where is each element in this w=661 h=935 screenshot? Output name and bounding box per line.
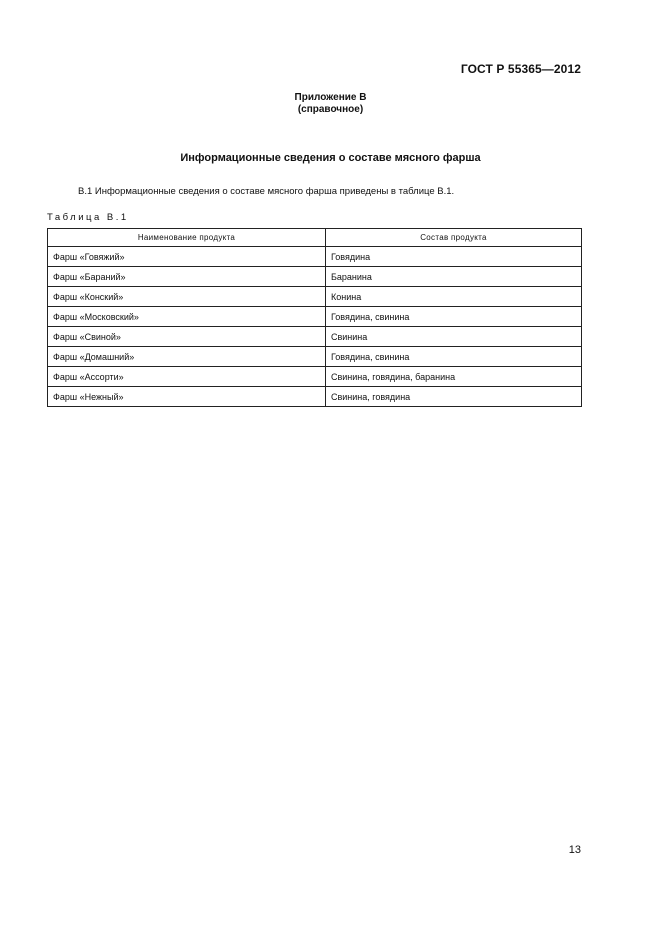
table-row	[48, 367, 582, 387]
product-name-cell: Фарш «Конский»	[48, 287, 326, 307]
product-name-cell: Фарш «Нежный»	[48, 387, 326, 407]
table-caption: Таблица В.1	[47, 212, 129, 223]
table-row	[48, 307, 582, 327]
header-product-name: Наименование продукта	[48, 229, 326, 247]
product-name-cell: Фарш «Говяжий»	[48, 247, 326, 267]
product-composition-cell: Говядина	[326, 247, 582, 267]
product-name-cell: Фарш «Домашний»	[48, 347, 326, 367]
table-row	[48, 267, 582, 287]
page-number: 13	[568, 844, 581, 856]
table-row	[48, 387, 582, 407]
annex-heading	[0, 92, 661, 116]
annex-title: Приложение В	[294, 92, 367, 103]
product-name-cell: Фарш «Свиной»	[48, 327, 326, 347]
product-name-cell: Фарш «Ассорти»	[48, 367, 326, 387]
product-composition-cell: Свинина	[326, 327, 582, 347]
table-row	[48, 287, 582, 307]
header-product-composition: Состав продукта	[326, 229, 582, 247]
product-composition-cell: Свинина, говядина	[326, 387, 582, 407]
section-title: Информационные сведения о составе мясного фарша	[180, 152, 481, 164]
product-composition-cell: Баранина	[326, 267, 582, 287]
product-composition-cell: Говядина, свинина	[326, 307, 582, 327]
table-row	[48, 247, 582, 267]
product-composition-cell: Свинина, говядина, баранина	[326, 367, 582, 387]
product-composition-cell: Говядина, свинина	[326, 347, 582, 367]
composition-table	[47, 228, 582, 407]
product-name-cell: Фарш «Московский»	[48, 307, 326, 327]
product-name-cell: Фарш «Бараний»	[48, 267, 326, 287]
intro-paragraph: В.1 Информационные сведения о составе мясного фарша приведены в таблице В.1.	[78, 186, 455, 197]
table-row	[48, 347, 582, 367]
table-header-row	[48, 229, 582, 247]
product-composition-cell: Конина	[326, 287, 582, 307]
annex-subtitle: (справочное)	[297, 104, 364, 115]
standard-code: ГОСТ Р 55365—2012	[460, 62, 581, 76]
table-row	[48, 327, 582, 347]
